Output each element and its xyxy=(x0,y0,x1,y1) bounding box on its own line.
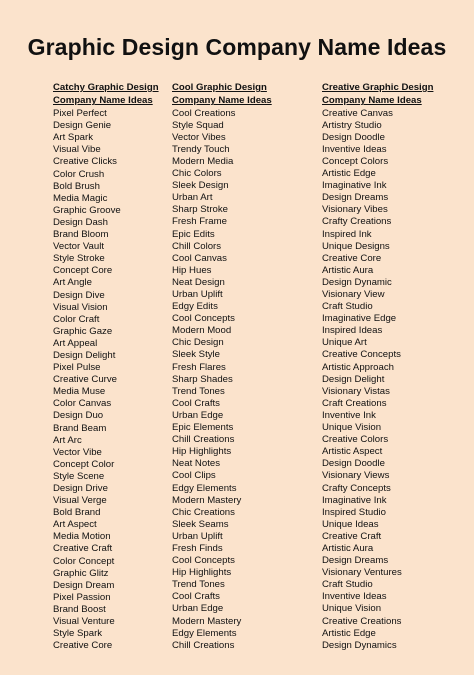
list-item: Urban Edge xyxy=(172,409,224,421)
list-item: Art Arc xyxy=(53,434,82,446)
list-item: Neat Design xyxy=(172,276,225,288)
list-item: Style Spark xyxy=(53,628,103,640)
list-item: Concept Colors xyxy=(322,155,389,167)
list-item: Design Dive xyxy=(53,289,105,301)
list-item: Design Genie xyxy=(53,120,112,132)
list-item: Urban Uplift xyxy=(172,530,223,542)
list-item: Imaginative Edge xyxy=(322,313,397,325)
list-item: Visual Vibe xyxy=(53,144,101,156)
list-item: Craft Studio xyxy=(322,579,373,591)
list-item: Sharp Stroke xyxy=(172,204,228,216)
list-item: Creative Core xyxy=(322,252,382,264)
list-item: Vector Vibes xyxy=(172,131,226,143)
column-heading-line1: Creative Graphic Design xyxy=(322,82,434,93)
list-item: Design Doodle xyxy=(322,458,385,470)
list-item: Pixel Passion xyxy=(53,591,111,603)
list-item: Inspired Ideas xyxy=(322,325,383,337)
list-item: Design Dynamic xyxy=(322,276,392,288)
list-item: Visual Venture xyxy=(53,616,115,628)
column-heading-line1: Cool Graphic Design xyxy=(172,82,267,93)
list-item: Brand Bloom xyxy=(53,229,109,241)
list-item: Unique Ideas xyxy=(322,518,379,530)
list-item: Design Delight xyxy=(322,373,385,385)
list-item: Unique Art xyxy=(322,337,367,349)
list-item: Urban Uplift xyxy=(172,289,223,300)
list-item: Color Craft xyxy=(53,313,100,325)
list-item: Craft Creations xyxy=(322,397,387,409)
list-item: Bold Brush xyxy=(53,180,100,192)
list-item: Cool Crafts xyxy=(172,591,220,603)
list-item: Creative Canvas xyxy=(322,107,393,119)
name-list xyxy=(172,108,312,652)
list-item: Chic Creations xyxy=(172,506,235,518)
list-item: Artistic Edge xyxy=(322,627,376,639)
list-item: Cool Concepts xyxy=(172,313,235,325)
list-item: Sleek Seams xyxy=(172,518,229,530)
list-item: Fresh Finds xyxy=(172,542,223,554)
list-item: Unique Vision xyxy=(322,603,382,615)
list-item: Brand Beam xyxy=(53,422,107,434)
list-item: Unique Designs xyxy=(322,240,390,252)
list-item: Visual Verge xyxy=(53,495,107,507)
list-item: Graphic Groove xyxy=(53,204,121,216)
list-item: Design Dynamics xyxy=(322,639,397,651)
list-item: Epic Edits xyxy=(172,228,215,240)
list-item: Vector Vibe xyxy=(53,446,102,458)
list-item: Pixel Pulse xyxy=(53,362,101,374)
list-item: Hip Highlights xyxy=(172,567,232,579)
list-item: Design Doodle xyxy=(322,131,385,143)
list-item: Design Duo xyxy=(53,410,104,422)
list-item: Chic Design xyxy=(172,337,224,349)
list-item: Style Scene xyxy=(53,470,105,482)
list-item: Artistic Aura xyxy=(322,542,374,554)
list-item: Fresh Frame xyxy=(172,216,227,228)
list-item: Concept Core xyxy=(53,265,113,277)
list-item: Artistic Aspect xyxy=(322,446,383,458)
list-item: Cool Canvas xyxy=(172,252,227,264)
list-item: Graphic Glitz xyxy=(53,567,109,579)
list-item: Creative Creations xyxy=(322,615,402,627)
list-item: Trendy Touch xyxy=(172,143,230,155)
list-item: Hip Highlights xyxy=(172,446,232,458)
list-item: Design Drive xyxy=(53,483,108,494)
list-item: Modern Media xyxy=(172,155,234,167)
list-item: Artistry Studio xyxy=(322,119,382,131)
list-item: Cool Concepts xyxy=(172,555,235,567)
list-item: Media Magic xyxy=(53,192,108,204)
list-item: Art Spark xyxy=(53,132,93,144)
list-item: Creative Core xyxy=(53,640,113,652)
column-heading-line2: Company Name Ideas xyxy=(53,95,153,107)
list-item: Inventive Ideas xyxy=(322,143,387,155)
list-item: Edgy Edits xyxy=(172,301,218,313)
list-item: Crafty Creations xyxy=(322,216,392,228)
list-item: Chill Creations xyxy=(172,639,235,651)
list-item: Urban Edge xyxy=(172,603,224,615)
list-item: Design Dreams xyxy=(322,555,389,567)
list-item: Unique Vision xyxy=(322,422,382,434)
list-item: Modern Mastery xyxy=(172,615,242,627)
list-item: Epic Elements xyxy=(172,422,234,434)
column-heading-line1: Catchy Graphic Design xyxy=(53,82,159,93)
list-item: Chill Creations xyxy=(172,434,235,446)
list-item: Sleek Design xyxy=(172,180,229,192)
list-item: Sharp Shades xyxy=(172,373,233,385)
list-item: Concept Color xyxy=(53,458,115,470)
list-item: Hip Hues xyxy=(172,264,212,276)
list-item: Creative Colors xyxy=(322,434,389,446)
list-item: Inventive Ink xyxy=(322,409,376,421)
column-cool xyxy=(172,82,312,652)
list-item: Design Dreams xyxy=(322,192,389,204)
list-item: Design Dream xyxy=(53,579,115,591)
list-item: Modern Mood xyxy=(172,325,232,337)
list-item: Trend Tones xyxy=(172,579,225,591)
list-item: Neat Notes xyxy=(172,458,220,470)
list-item: Color Crush xyxy=(53,168,105,180)
list-item: Crafty Concepts xyxy=(322,482,391,494)
column-heading xyxy=(322,82,462,108)
list-item: Cool Clips xyxy=(172,470,216,482)
list-item: Cool Crafts xyxy=(172,397,220,409)
column-creative xyxy=(322,82,462,652)
list-item: Visionary Ventures xyxy=(322,567,402,579)
name-list xyxy=(322,108,462,652)
list-item: Style Stroke xyxy=(53,253,105,265)
list-item: Craft Studio xyxy=(322,301,373,313)
list-item: Vector Vault xyxy=(53,241,105,253)
list-item: Graphic Gaze xyxy=(53,325,113,337)
list-item: Trend Tones xyxy=(172,385,225,397)
list-item: Fresh Flares xyxy=(172,361,226,373)
column-heading xyxy=(172,82,312,108)
list-item: Color Canvas xyxy=(53,398,112,410)
list-item: Visionary Vistas xyxy=(322,385,390,397)
list-item: Edgy Elements xyxy=(172,482,237,494)
list-item: Brand Boost xyxy=(53,603,106,615)
list-item: Creative Craft xyxy=(53,543,113,555)
list-item: Inspired Ink xyxy=(322,228,372,240)
list-item: Art Angle xyxy=(53,277,92,289)
list-item: Visionary Views xyxy=(322,470,390,482)
list-item: Inspired Studio xyxy=(322,506,386,518)
list-item: Art Aspect xyxy=(53,519,97,531)
list-item: Pixel Perfect xyxy=(53,108,107,120)
list-item: Inventive Ideas xyxy=(322,591,387,603)
list-item: Modern Mastery xyxy=(172,494,242,506)
list-item: Edgy Elements xyxy=(172,627,237,639)
list-item: Media Muse xyxy=(53,386,106,398)
list-item: Visionary View xyxy=(322,289,385,300)
list-item: Creative Clicks xyxy=(53,156,117,168)
list-item: Creative Concepts xyxy=(322,349,401,361)
list-item: Artistic Aura xyxy=(322,264,374,276)
list-item: Artistic Edge xyxy=(322,168,376,180)
list-item: Sleek Style xyxy=(172,349,220,361)
column-heading-line2: Company Name Ideas xyxy=(172,95,272,107)
list-item: Creative Curve xyxy=(53,374,117,386)
list-item: Artistic Approach xyxy=(322,361,394,373)
list-item: Imaginative Ink xyxy=(322,494,387,506)
list-item: Imaginative Ink xyxy=(322,180,387,192)
list-item: Creative Craft xyxy=(322,530,382,542)
list-item: Design Dash xyxy=(53,216,108,228)
list-item: Visionary Vibes xyxy=(322,204,388,216)
list-item: Cool Creations xyxy=(172,107,236,119)
list-item: Chill Colors xyxy=(172,240,222,252)
list-item: Chic Colors xyxy=(172,168,222,180)
list-item: Media Motion xyxy=(53,531,111,543)
list-item: Style Squad xyxy=(172,119,224,131)
list-item: Visual Vision xyxy=(53,301,108,313)
list-item: Color Concept xyxy=(53,555,115,567)
list-item: Bold Brand xyxy=(53,507,101,519)
page-title: Graphic Design Company Name Ideas xyxy=(27,34,447,60)
column-heading-line2: Company Name Ideas xyxy=(322,95,422,107)
list-item: Urban Art xyxy=(172,192,213,204)
list-item: Art Appeal xyxy=(53,337,98,349)
list-item: Design Delight xyxy=(53,349,116,361)
